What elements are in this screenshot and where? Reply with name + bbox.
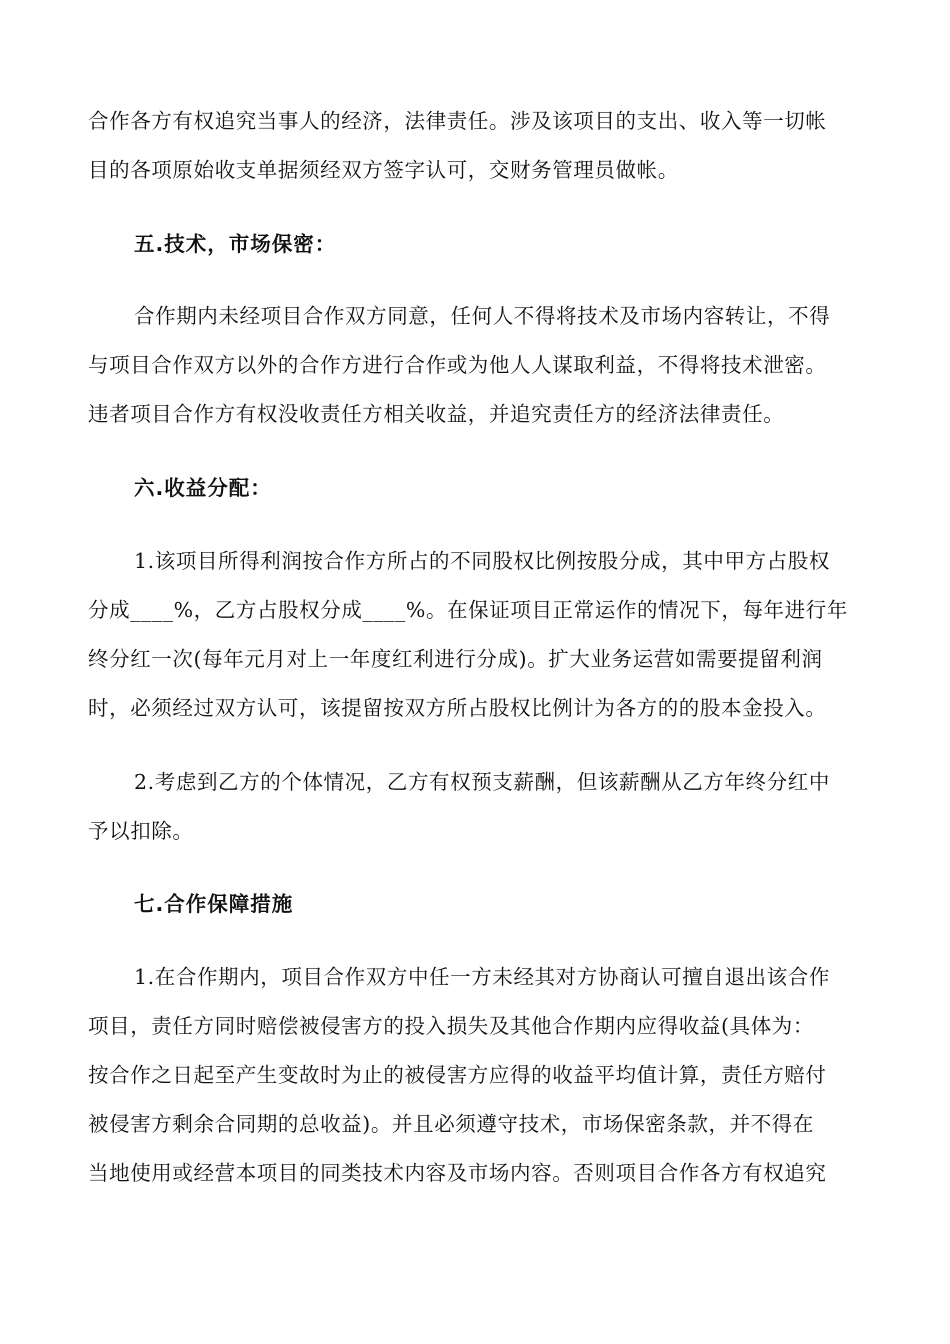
paragraph-line: 合作期内未经项目合作双方同意，任何人不得将技术及市场内容转让，不得 — [134, 304, 831, 328]
paragraph-line: 目的各项原始收支单据须经双方签字认可，交财务管理员做帐。 — [88, 158, 679, 182]
paragraph-line: 违者项目合作方有权没收责任方相关收益，并追究责任方的经济法律责任。 — [88, 402, 785, 426]
section-heading-7: 七.合作保障措施 — [134, 892, 294, 916]
paragraph-line: 按合作之日起至产生变故时为止的被侵害方应得的收益平均值计算，责任方赔付 — [88, 1063, 827, 1087]
paragraph-line: 予以扣除。 — [88, 819, 194, 843]
paragraph-line: 当地使用或经营本项目的同类技术内容及市场内容。否则项目合作各方有权追究 — [88, 1161, 827, 1185]
paragraph-line: 与项目合作双方以外的合作方进行合作或为他人人谋取利益，不得将技术泄密。 — [88, 353, 827, 377]
paragraph-line: 分成____%，乙方占股权分成____%。在保证项目正常运作的情况下，每年进行年 — [88, 598, 848, 622]
section-heading-5: 五.技术，市场保密： — [134, 232, 337, 256]
paragraph-line: 合作各方有权追究当事人的经济，法律责任。涉及该项目的支出、收入等一切帐 — [88, 109, 827, 133]
paragraph-line: 2.考虑到乙方的个体情况，乙方有权预支薪酬，但该薪酬从乙方年终分红中 — [134, 770, 830, 794]
section-heading-6: 六.收益分配： — [134, 476, 272, 500]
paragraph-line: 被侵害方剩余合同期的总收益)。并且必须遵守技术，市场保密条款，并不得在 — [88, 1112, 814, 1136]
paragraph-line: 1.在合作期内，项目合作双方中任一方未经其对方协商认可擅自退出该合作 — [134, 965, 830, 989]
paragraph-line: 时，必须经过双方认可，该提留按双方所占股权比例计为各方的的股本金投入。 — [88, 696, 827, 720]
paragraph-line: 终分红一次(每年元月对上一年度红利进行分成)。扩大业务运营如需要提留利润 — [88, 647, 823, 671]
paragraph-line: 项目，责任方同时赔偿被侵害方的投入损失及其他合作期内应得收益(具体为： — [88, 1014, 814, 1038]
paragraph-line: 1.该项目所得利润按合作方所占的不同股权比例按股分成，其中甲方占股权 — [134, 549, 830, 573]
